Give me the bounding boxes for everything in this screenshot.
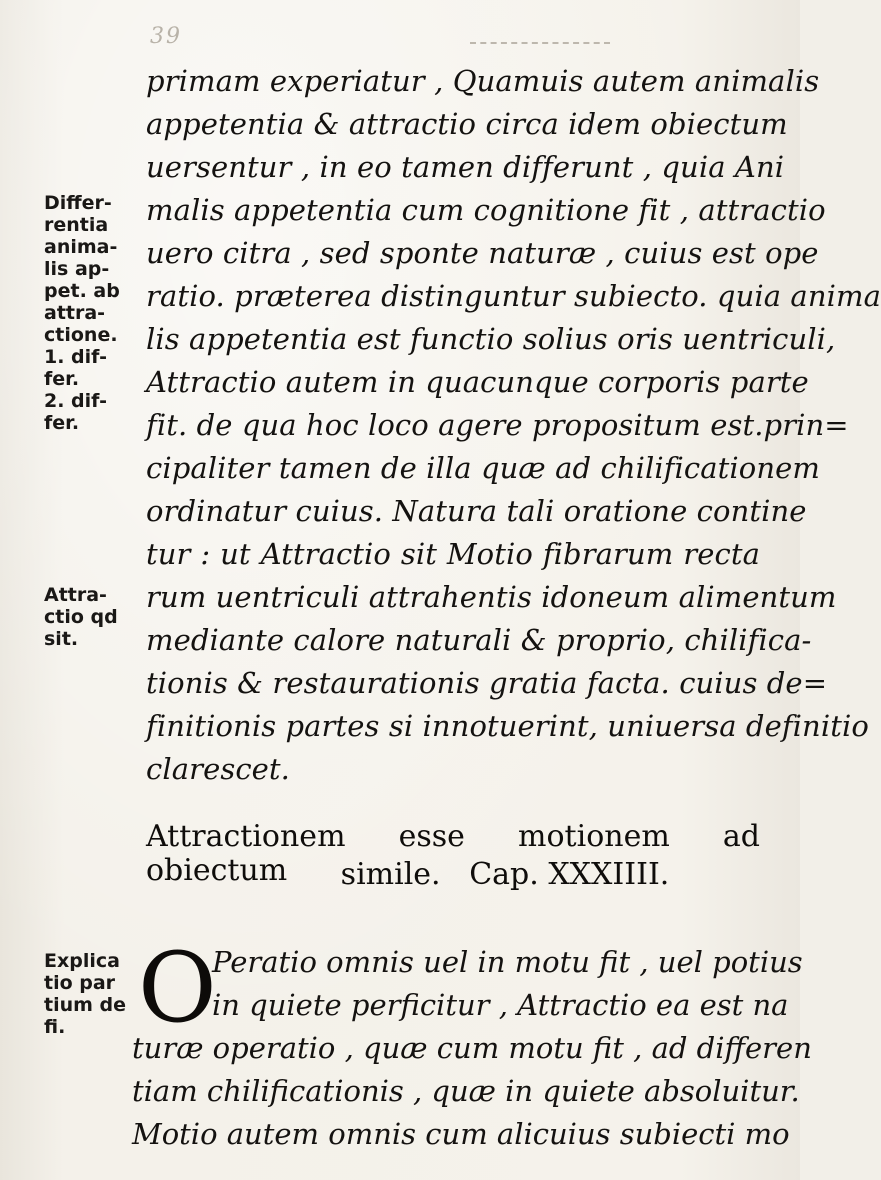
margin-note-differences bbox=[44, 192, 136, 434]
margin-note-line: fer. bbox=[44, 412, 80, 434]
main-text-line: tionis & restaurationis gratia facta. cuius de= bbox=[146, 666, 828, 700]
main-text-line: Attractio autem in quacunque corporis parte bbox=[146, 365, 809, 399]
margin-note-explication bbox=[44, 950, 136, 1038]
main-text-line: malis appetentia cum cognitione fit , attractio bbox=[146, 193, 826, 227]
main-text-line: mediante calore naturali & proprio, chilifica- bbox=[146, 623, 812, 657]
main-text-line: uersentur , in eo tamen differunt , quia Ani bbox=[146, 150, 785, 184]
section-text-line: Peratio omnis uel in motu fit , uel potius bbox=[212, 945, 803, 979]
main-text-line: appetentia & attractio circa idem obiectum bbox=[146, 107, 788, 141]
main-text-line: fit. de qua hoc loco agere propositum est.prin= bbox=[146, 408, 849, 442]
section-text-line: Motio autem omnis cum alicuius subiecti mo bbox=[132, 1117, 790, 1151]
section-text-line: tiam chilificationis , quæ in quiete absoluitur. bbox=[132, 1074, 800, 1108]
margin-note-line: Explica bbox=[44, 950, 120, 972]
drop-cap-initial: O bbox=[138, 932, 217, 1044]
margin-note-line: anima- bbox=[44, 236, 118, 258]
margin-note-line: Attra- bbox=[44, 584, 107, 606]
margin-note-line: tium de bbox=[44, 994, 127, 1016]
margin-note-line: lis ap- bbox=[44, 258, 110, 280]
margin-note-line: ctio qd bbox=[44, 606, 118, 628]
main-text-line: cipaliter tamen de illa quæ ad chilificationem bbox=[146, 451, 820, 485]
margin-note-attraction bbox=[44, 584, 136, 650]
chapter-heading: Attractionem esse motionem ad obiectum bbox=[146, 819, 760, 888]
margin-note-line: pet. ab bbox=[44, 280, 120, 302]
chapter-subheading: simile. Cap. XXXIIII. bbox=[340, 857, 670, 892]
main-text-line: finitionis partes si innotuerint, uniuersa definitio bbox=[146, 709, 869, 743]
main-text-line: ratio. præterea distinguntur subiecto. quia anima bbox=[146, 279, 881, 313]
main-text-line: clarescet. bbox=[146, 752, 290, 786]
main-text-line: rum uentriculi attrahentis idoneum alimentum bbox=[146, 580, 837, 614]
margin-note-line: 1. dif- bbox=[44, 346, 107, 368]
margin-note-line: ctione. bbox=[44, 324, 118, 346]
page-number: 39 bbox=[150, 24, 182, 49]
main-text-line: uero citra , sed sponte naturæ , cuius est ope bbox=[146, 236, 819, 270]
header-rule bbox=[470, 42, 610, 44]
margin-note-line: fer. bbox=[44, 368, 80, 390]
main-text-line: lis appetentia est functio solius oris uentriculi, bbox=[146, 322, 836, 356]
main-text-line: ordinatur cuius. Natura tali oratione contine bbox=[146, 494, 807, 528]
margin-note-line: attra- bbox=[44, 302, 106, 324]
margin-note-line: rentia bbox=[44, 214, 109, 236]
margin-note-line: sit. bbox=[44, 628, 79, 650]
margin-note-line: 2. dif- bbox=[44, 390, 107, 412]
main-text-line: primam experiatur , Quamuis autem animalis bbox=[146, 64, 820, 98]
margin-note-line: tio par bbox=[44, 972, 116, 994]
margin-note-line: fi. bbox=[44, 1016, 66, 1038]
section-text-line: in quiete perficitur , Attractio ea est na bbox=[212, 988, 789, 1022]
section-text-line: turæ operatio , quæ cum motu fit , ad differen bbox=[132, 1031, 812, 1065]
main-text-line: tur : ut Attractio sit Motio fibrarum recta bbox=[146, 537, 760, 571]
margin-note-line: Differ- bbox=[44, 192, 112, 214]
